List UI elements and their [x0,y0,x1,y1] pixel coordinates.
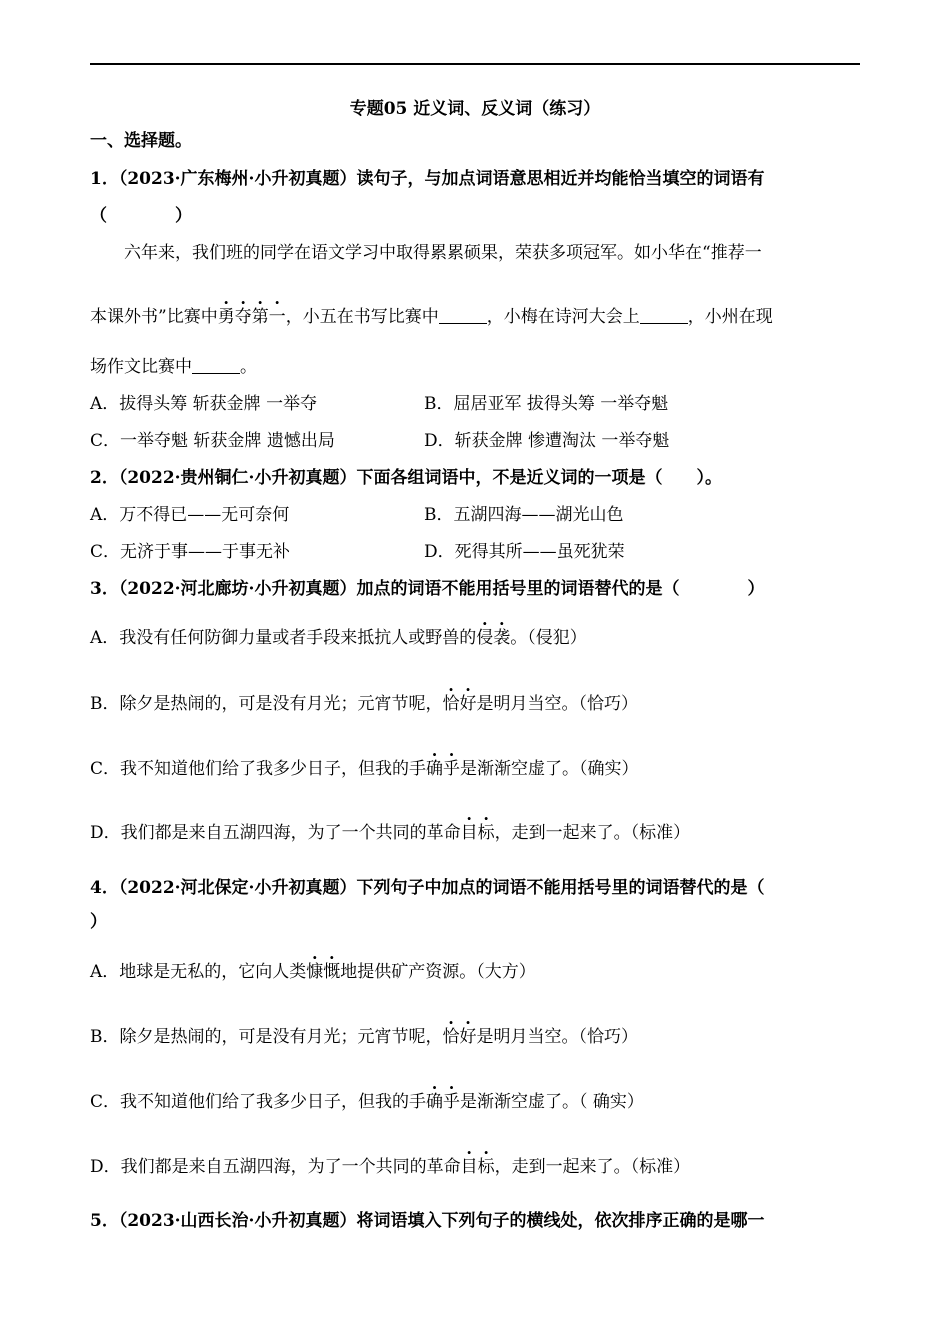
emphasis-char: 第 [251,307,269,327]
fill-blank[interactable] [439,307,487,324]
q4-option-b[interactable] [90,1026,638,1048]
emphasis-char: 慷 [306,962,324,982]
fill-blank[interactable] [192,357,240,374]
q2-option-b[interactable]: B．五湖四海——湖光山色 [424,505,624,525]
option-text: ，走到一起来了。（标准） [494,823,691,843]
q4-option-d[interactable] [90,1156,690,1178]
page-title: 专题05 近义词、反义词（练习） [349,99,601,119]
q4-option-c[interactable] [90,1091,644,1113]
q1-option-d[interactable]: D．斩获金牌 惨遭淘汰 一举夺魁 [424,431,670,451]
q5-stem: 5．（2023·山西长治·小升初真题）将词语填入下列句子的横线处，依次排序正确的是哪一 [90,1211,765,1231]
option-text: 地提供矿产资源。（大方） [340,962,536,982]
emphasis-char: 一 [268,307,286,327]
q3-stem: 3．（2022·河北廊坊·小升初真题）加点的词语不能用括号里的词语替代的是（ ） [90,579,765,599]
emphasis-char: 乎 [443,759,461,779]
header-rule [90,63,860,65]
q1-passage-text: 场作文比赛中 [90,357,192,377]
q1-passage-text: ，小梅在诗河大会上 [486,307,640,327]
emphasis-char: 侵 [476,628,494,648]
q1-passage-line2 [90,306,773,328]
q1-option-c[interactable]: C．一举夺魁 斩获金牌 遗憾出局 [90,431,335,451]
option-text: 。（侵犯） [510,628,587,648]
emphasis-char: 目 [460,823,478,843]
emphasis-char: 袭 [493,628,511,648]
option-text: 是明月当空。（恰巧） [476,1027,638,1047]
option-text: 是渐渐空虚了。（ 确实） [460,1092,644,1112]
option-text: A．地球是无私的，它向人类 [90,962,307,982]
emphasis-char: 确 [426,759,444,779]
option-text: B．除夕是热闹的，可是没有月光；元宵节呢， [90,694,443,714]
q2-option-a[interactable]: A．万不得已——无可奈何 [90,505,290,525]
option-text: C．我不知道他们给了我多少日子，但我的手 [90,1092,427,1112]
emphasis-char: 恰 [442,1027,460,1047]
emphasis-char: 标 [477,823,495,843]
emphasis-char: 好 [459,1027,477,1047]
option-text: A．我没有任何防御力量或者手段来抵抗人或野兽的 [90,628,477,648]
q1-option-a[interactable]: A．拔得头筹 斩获金牌 一举夺 [90,394,318,414]
emphasis-char: 夺 [234,307,252,327]
q1-passage-line1: 六年来，我们班的同学在语文学习中取得累累硕果，荣获多项冠军。如小华在“推荐一 [124,243,762,263]
q2-stem: 2．（2022·贵州铜仁·小升初真题）下面各组词语中，不是近义词的一项是（ ）。 [90,468,722,488]
q1-passage-text: 。 [240,357,257,377]
q1-option-b[interactable]: B．屈居亚军 拔得头筹 一举夺魁 [424,394,669,414]
q2-option-d[interactable]: D．死得其所——虽死犹荣 [424,542,625,562]
q2-option-c[interactable]: C．无济于事——于事无补 [90,542,291,562]
option-text: ，走到一起来了。（标准） [494,1157,691,1177]
q1-passage-text: ，小五在书写比赛中 [285,307,439,327]
q4-stem-paren: ） [90,912,107,932]
emphasis-char: 恰 [442,694,460,714]
q1-passage-text: 本课外书”比赛中 [90,307,218,327]
emphasis-char: 勇 [217,307,235,327]
option-text: C．我不知道他们给了我多少日子，但我的手 [90,759,427,779]
option-text: D．我们都是来自五湖四海，为了一个共同的革命 [90,823,461,843]
emphasis-char: 确 [426,1092,444,1112]
q4-stem: 4．（2022·河北保定·小升初真题）下列句子中加点的词语不能用括号里的词语替代的是（ [90,878,765,898]
q3-option-c[interactable] [90,758,639,780]
emphasis-char: 标 [477,1157,495,1177]
emphasis-char: 目 [460,1157,478,1177]
q1-stem: 1．（2023·广东梅州·小升初真题）读句子，与加点词语意思相近并均能恰当填空的词语有 [90,169,765,189]
option-text: 是渐渐空虚了。（确实） [460,759,639,779]
emphasis-char: 好 [459,694,477,714]
emphasis-char: 慨 [323,962,341,982]
q3-option-d[interactable] [90,822,690,844]
option-text: D．我们都是来自五湖四海，为了一个共同的革命 [90,1157,461,1177]
q1-stem-paren: （ ） [90,206,192,226]
section-heading: 一、选择题。 [90,131,192,151]
q1-passage-text: ，小州在现 [687,307,773,327]
option-text: B．除夕是热闹的，可是没有月光；元宵节呢， [90,1027,443,1047]
q3-option-a[interactable] [90,627,587,649]
q4-option-a[interactable] [90,961,536,983]
fill-blank[interactable] [640,307,688,324]
q3-option-b[interactable] [90,693,638,715]
option-text: 是明月当空。（恰巧） [476,694,638,714]
q1-passage-line3 [90,356,257,378]
emphasis-char: 乎 [443,1092,461,1112]
